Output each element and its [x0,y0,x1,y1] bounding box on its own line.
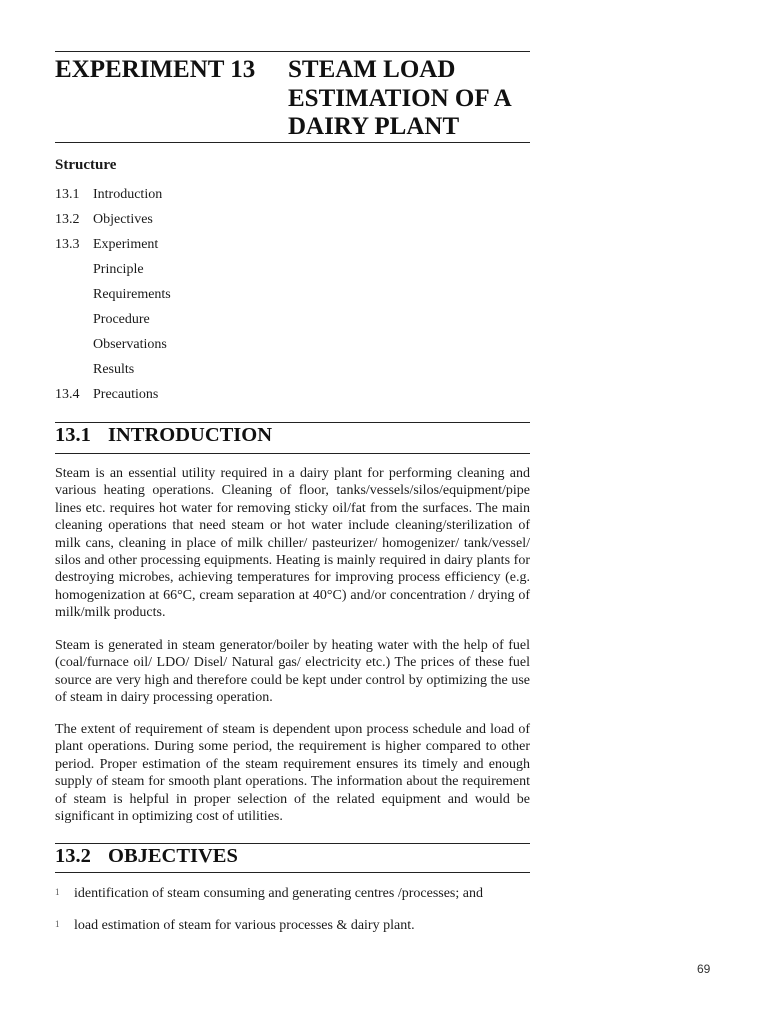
page-number: 69 [697,962,711,976]
structure-item-label: Requirements [93,287,171,302]
bullet-icon: 1 [55,919,60,929]
section-bottom-rule [55,872,530,873]
section-title: INTRODUCTION [108,424,273,446]
structure-item-label: Experiment [93,237,159,252]
section-number: 13.2 [55,845,91,867]
experiment-title-line: STEAM LOAD [288,56,456,83]
section-number: 13.1 [55,424,91,446]
structure-item-label: Observations [93,337,167,352]
section-heading-objectives [55,845,238,868]
section-top-rule [55,422,530,423]
structure-item-number: 13.4 [55,387,80,402]
experiment-number: EXPERIMENT 13 [55,56,256,83]
paragraph [55,637,530,707]
structure-item-label: Procedure [93,312,150,327]
structure-item-number: 13.2 [55,212,80,227]
structure-item-label: Principle [93,262,144,277]
paragraph [55,721,530,825]
structure-item-label: Results [93,362,135,377]
paragraph-text: The extent of requirement of steam is dependent upon process schedule and load of plant operations. During some period, the requirement is higher compared to other period. Proper estimation of the steam requirement ensures its timely and enough supply of steam for smooth plant operations. The information about the requirement of steam is helpful in proper selection of the related equipment and would be significant in optimizing cost of utilities. [55,722,530,825]
list-item-text: identification of steam consuming and generating centres /processes; and [74,886,483,901]
section-top-rule [55,843,530,844]
experiment-title-line: ESTIMATION OF A [288,84,512,112]
paragraph [55,465,530,622]
bullet-icon: 1 [55,887,60,897]
structure-item-label: Introduction [93,187,163,202]
experiment-title [288,56,533,142]
section-bottom-rule [55,453,530,454]
title-bottom-rule [55,142,530,143]
paragraph-text: Steam is generated in steam generator/boiler by heating water with the help of fuel (coal/furnace oil/ LDO/ Disel/ Natural gas/ electricity etc.) The prices of these fuel source are very high and therefore could be kept under control by optimizing the use of steam in dairy processing operation. [55,638,530,706]
list-item-text: load estimation of steam for various processes & dairy plant. [74,918,415,933]
paragraph-text: Steam is an essential utility required in a dairy plant for performing cleaning and various heating operations. Cleaning of floor, tanks/vessels/silos/equipment/pipe lines etc. requires hot water for removing sticky oil/fat from the surfaces. The main cleaning operations that need steam or hot water include cleaning/sterilization of milk cans, cleaning in place of milk chiller/ pasteurizer/ homogenizer/ tank/vessel/ silos and other processing equipments. Heating is mainly required in dairy plants for destroying microbes, achieving temperatures for improving process efficiency (e.g. homogenization at 66°C, cream separation at 40°C) and/or concentration / drying of milk/milk products. [55,466,530,621]
section-heading-introduction [55,424,272,447]
structure-label: Structure [55,157,117,173]
structure-item-label: Precautions [93,387,159,402]
title-top-rule [55,51,530,52]
experiment-title-line: DAIRY PLANT [288,113,460,140]
section-title: OBJECTIVES [108,845,238,867]
structure-item-label: Objectives [93,212,153,227]
structure-item-number: 13.3 [55,237,80,252]
structure-item-number: 13.1 [55,187,80,202]
